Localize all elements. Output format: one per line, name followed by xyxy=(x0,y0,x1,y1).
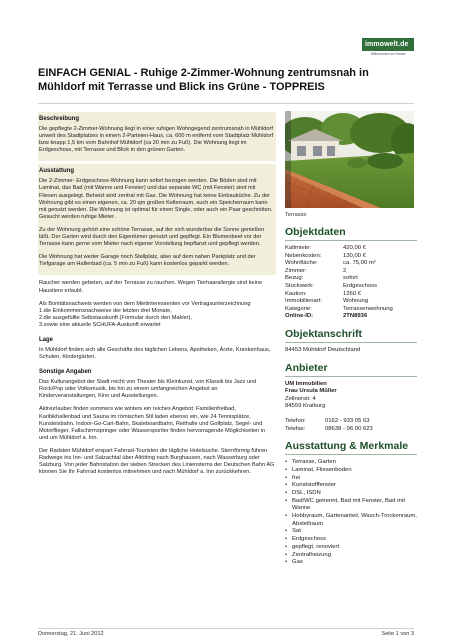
bullet-icon: • xyxy=(285,543,288,550)
section-paragraph: In Mühldorf finden sich alle Geschäfte des täglichen Lebens, Apotheken, Ärzte, Krankenhaus, Schulen, Kindergärten. xyxy=(39,346,271,361)
section-paragraph: Raucher werden gebeten, auf der Terrasse zu rauchen. Wegen Tierhaarallergie sind keine Haustiere erlaubt. xyxy=(39,280,263,294)
feature-text: Kunststofffenster xyxy=(292,482,336,489)
section-paragraph: Das Kulturangebot der Stadt reicht von Theater bis Kleinkunst, von Klassik bis Jazz und Rock/Pop oder Volksmusik, bis hin zu einem umfangreichen Angebot an Kinderveranstaltungen, Kino und Ausstellungen. xyxy=(39,379,257,400)
objektdaten-value: 130,00 € xyxy=(343,252,366,259)
section-paragraph: Der Radsten Mühldorf erspart Fahrrad-Touristen die tägliche Hotelsuche. Sternförmig führen Radwege ins Inn- und Salzachtal über Altötting nach Burghausen, nach Wasserburg oder Salzburg. Von jeder Bahnstation der sieben Strecken des Liniensterns der Deutschen Bahn AG können Sie Ihr Fahrrad kostenlos mitnehmen und nach Mühldorf a. Inn zurückkehren. xyxy=(39,447,275,476)
section-paragraph: Die Wohnung hat weder Garage noch Stellplatz, aber auf dem nahen Parkplatz und der Tiefgarage am Hallenbad (ca. 5 min zu Fuß) kann kostenlos geparkt werden. xyxy=(39,254,256,268)
feature-text: Gas xyxy=(292,559,303,566)
description-column xyxy=(38,112,276,622)
objektdaten-key: Stockwerk: xyxy=(285,282,314,289)
objektdaten-row xyxy=(285,253,417,261)
bullet-icon: • xyxy=(285,536,288,543)
bullet-icon: • xyxy=(285,513,288,520)
objektdaten-value: Erdgeschoss xyxy=(343,282,378,289)
section-paragraph: Die gepflegte 2-Zimmer-Wohnung liegt in einer ruhigen Wohngegend zentrumsnah in Mühldorf unweit des Stadtplatzes in einem 2-Parteien-Haus, ca. 600 m entfernt vom Stadtplatz Mühldorf bzw knapp 1,5 km vom Bahnhof Mühldorf (ca 20 min zu Fuß). Die Wohnung liegt im Erdgeschoss, mit Terrasse und Blick in den grünen Garten. xyxy=(39,126,274,154)
section-heading: Ausstattung xyxy=(39,168,74,175)
feature-item xyxy=(285,528,417,536)
objektdaten-key: Kaltmiete: xyxy=(285,245,312,251)
objektdaten-table xyxy=(285,245,417,321)
feature-item xyxy=(285,467,417,475)
feature-item xyxy=(285,459,417,467)
feature-text: Sat xyxy=(292,528,301,535)
feature-text: Laminat, Fliesenboden xyxy=(292,466,352,473)
section-paragraph: Als Bonitätsnachweis werden von dem Mietinteressenten vor Vertragsunterzeichnung 1.die Einkommensnachweise der letzten drei Monate, 2.die ausgefüllte Selbstauskunft (Formular durch den Makler), 3.sowie eine aktuelle SCHUFA-Auskunft erwartet xyxy=(39,300,251,328)
ausstattung-heading: Ausstattung & Merkmale xyxy=(285,440,417,455)
contact-row xyxy=(285,418,417,426)
objektdaten-row xyxy=(285,313,417,321)
bullet-icon: • xyxy=(285,459,288,466)
objektdaten-value: 420,00 € xyxy=(343,245,366,251)
feature-text: frei xyxy=(292,474,301,481)
terrace-photo xyxy=(285,111,414,208)
logo-wordmark xyxy=(362,38,414,51)
logo-tld-text: .de xyxy=(398,41,409,48)
contact-value[interactable]: 08638 - 96 00 623 xyxy=(325,425,373,432)
provider-contact xyxy=(285,418,417,433)
provider-city: 84559 Kraiburg xyxy=(285,403,326,410)
objektdaten-value: Wohnung xyxy=(343,298,369,305)
objektdaten-row xyxy=(285,260,417,268)
objektdaten-row xyxy=(285,275,417,283)
bullet-icon: • xyxy=(285,482,288,489)
objektdaten-row xyxy=(285,283,417,291)
object-address: 84453 Mühldorf Deutschland xyxy=(285,346,361,353)
objektdaten-value: 1260 € xyxy=(343,290,362,297)
objektdaten-value: 2TN8936 xyxy=(343,313,368,320)
feature-text: Terrasse, Garten xyxy=(292,459,336,466)
feature-text: Bad/WC getrennt, Bad mit Fenster, Bad mit Wanne xyxy=(292,497,405,512)
section-3 xyxy=(38,335,276,361)
feature-text: Hobbyraum, Gartenanteil, Wasch-Trockenraum, Abstellraum xyxy=(292,513,417,527)
immowelt-logo xyxy=(362,38,414,58)
listing-title: EINFACH GENIAL - Ruhige 2-Zimmer-Wohnung zentrumsnah in Mühldorf mit Terrasse und Blick ins Grüne - TOPPREIS xyxy=(38,67,369,93)
objektdaten-key: Nebenkosten: xyxy=(285,252,322,259)
feature-item xyxy=(285,490,417,498)
feature-item xyxy=(285,536,417,544)
feature-item xyxy=(285,475,417,483)
footer-date: Donnerstag, 21. Juni 2012 xyxy=(38,631,104,637)
feature-text: Erdgeschoss xyxy=(292,536,327,543)
objektdaten-key: Kategorie: xyxy=(285,305,312,312)
contact-value[interactable]: 0162 - 933 05 63 xyxy=(325,417,370,424)
features-list xyxy=(285,459,417,567)
footer-divider xyxy=(38,628,414,629)
logo-main-text: immowelt xyxy=(365,41,399,48)
bullet-icon: • xyxy=(285,466,288,473)
objektdaten-value: ca. 75,00 m² xyxy=(343,260,376,267)
bullet-icon: • xyxy=(285,489,288,496)
section-paragraph: Zu der Wohnung gehört eine schöne Terrasse, auf der sich wunderbar die Sonne genießen läßt. Der Garten wird durch den Eigentümer genutzt und gepflegt. Ein Blumenbeet vor der Terrasse kann gerne vom Mieter nach eigener Vorstellung bepflanzt und gepflegt werden. xyxy=(39,226,265,248)
objektdaten-key: Kaution: xyxy=(285,290,307,297)
objektdaten-row xyxy=(285,291,417,299)
photo-caption: Terrasse xyxy=(285,212,307,218)
contact-key: Telefon: xyxy=(285,417,306,424)
section-heading: Beschreibung xyxy=(39,116,80,122)
bullet-icon: • xyxy=(285,474,288,481)
feature-text: DSL, ISDN xyxy=(292,489,321,496)
objektdaten-value: sofort xyxy=(343,275,358,282)
contact-row xyxy=(285,426,417,434)
section-paragraph: Aktivurlauber finden sommers wie winters ein reiches Angebot: Familienfreibad, Karibikhallenbad und Sauna im römischen Stil laden ebenso ein, wie 24 Tennisplätze, Kunsteisbahn, Indoor-Go-Cart-Bahn, Skateboardbahn, Reithalle und Golfplatz, Segel- und Motorflieger, Fallschirmspringer oder Wassersportler finden hervorragende Möglichkeiten in und um Mühldorf a. Inn. xyxy=(39,406,266,441)
section-0 xyxy=(38,112,276,161)
bullet-icon: • xyxy=(285,551,288,558)
feature-text: gepflegt, renoviert xyxy=(292,543,340,550)
anbieter-heading: Anbieter xyxy=(285,362,417,377)
bullet-icon: • xyxy=(285,528,288,535)
section-1 xyxy=(38,164,276,275)
objektdaten-value: Terrassenwohnung xyxy=(343,305,393,312)
objektdaten-key: Zimmer: xyxy=(285,267,307,274)
footer-page-number: Seite 1 von 3 xyxy=(381,631,414,637)
details-column xyxy=(285,226,417,567)
objektdaten-key: Bezug: xyxy=(285,275,304,282)
feature-item xyxy=(285,498,417,513)
section-heading: Lage xyxy=(39,336,54,343)
section-4 xyxy=(38,367,276,476)
objektdaten-value: 2 xyxy=(343,267,347,274)
provider-company: UM Immobilien xyxy=(285,380,327,387)
contact-key: Telefax: xyxy=(285,425,306,432)
section-paragraph: Die 2-Zimmer- Erdgeschoss-Wohnung kann sofort bezogen werden. Die Böden sind mit Laminat, das Bad (mit Wanne und Fenster) und das separate WC (mit Fenster) sind mit Fliesen ausgelegt. Beheizt wird zentral mit Gas. Die Wohnung hat keine Einbauküche. Zu der Wohnung gibt es einen eigenen, ca. 20 qm großen Kellerraum, auch ein Speicherraum kann mit genutzt werden. Die Wohnung ist optimal für einen Single, oder auch ein Paar geschnitten. Gesucht werden ruhige Mieter. xyxy=(39,178,273,220)
objektdaten-row xyxy=(285,306,417,314)
objektdaten-row xyxy=(285,245,417,253)
objektdaten-key: Online-ID: xyxy=(285,313,314,320)
provider-street: Zellnerstr. 4 xyxy=(285,395,316,402)
logo-tagline: Willkommen zu Hause xyxy=(370,52,406,56)
objektdaten-key: Wohnfläche: xyxy=(285,260,318,267)
header-divider xyxy=(38,103,414,104)
section-2 xyxy=(38,278,276,329)
objektdaten-row xyxy=(285,268,417,276)
feature-item xyxy=(285,552,417,560)
feature-item xyxy=(285,482,417,490)
feature-item xyxy=(285,559,417,567)
objektdaten-heading: Objektdaten xyxy=(285,226,417,241)
feature-item xyxy=(285,544,417,552)
objektanschrift-heading: Objektanschrift xyxy=(285,328,417,343)
feature-item xyxy=(285,513,417,528)
objektdaten-key: Immobilienart: xyxy=(285,298,322,305)
provider-person: Frau Ursula Müller xyxy=(285,388,337,395)
bullet-icon: • xyxy=(285,559,288,566)
section-heading: Sonstige Angaben xyxy=(39,369,92,376)
objektdaten-row xyxy=(285,298,417,306)
feature-text: Zentralheizung xyxy=(292,551,331,558)
bullet-icon: • xyxy=(285,497,288,504)
